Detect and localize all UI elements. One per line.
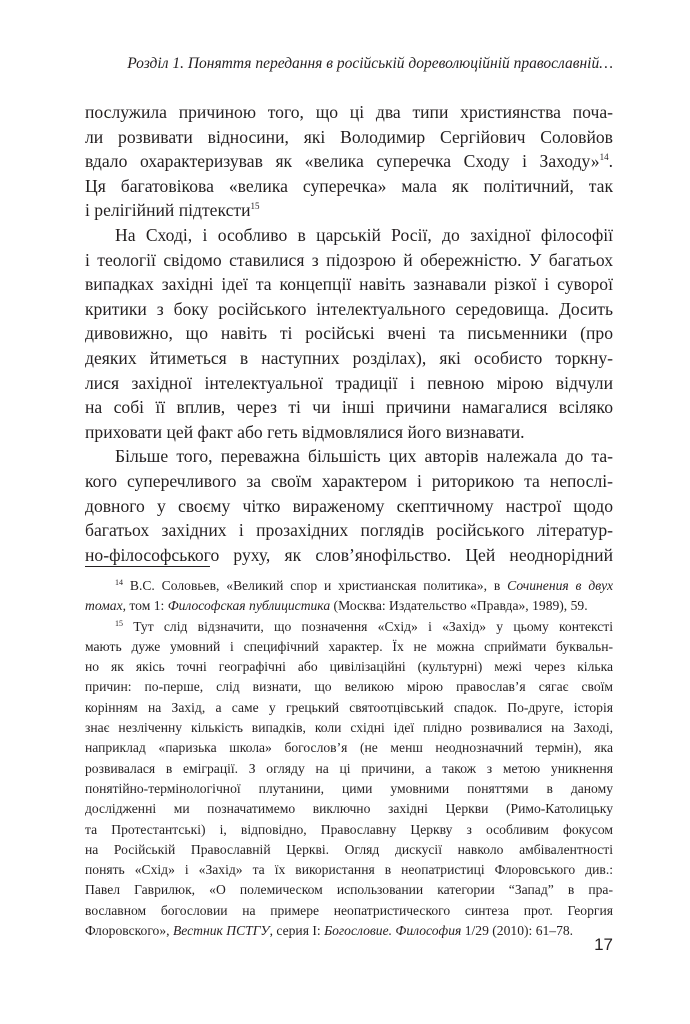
- footnote-15-line: дослідженні ми позначатимемо виключно західні Церкви (Римо-Католицьку: [85, 801, 613, 817]
- footnote-15-line: [85, 617, 613, 637]
- footnote-14-line: [85, 596, 613, 616]
- paragraph-start: На Сході, і особливо в царській Росії, до західної філософії: [115, 224, 613, 245]
- footnote-15-line: знає незліченну кількість випадків, коли східні ідеї плідно розвивалися на Заході,: [85, 720, 613, 736]
- footnote-text: 1/29 (2010): 61–78.: [461, 923, 574, 939]
- text-line: но-філософського руху, як слов’янофільство. Цей неоднорідний: [85, 544, 613, 565]
- main-text: [85, 100, 613, 567]
- text-line: на собі її вплив, через ті чи інші причини намагалися всіляко: [85, 397, 613, 418]
- text-line: деяких йтиметься в наступних розділах), які особисто торкну-: [85, 347, 613, 368]
- footnote-separator: [85, 566, 210, 567]
- footnote-text: , серия I:: [269, 923, 325, 939]
- footnote-15-line: розвивалася в еміграції. З огляду на ці причини, а також з метою уникнення: [85, 760, 613, 776]
- text-line: Ця багатовікова «велика суперечка» мала як політичний, так: [85, 175, 613, 196]
- footnote-italic: томах: [85, 598, 123, 614]
- footnote-ref-15[interactable]: 15: [250, 201, 260, 212]
- footnote-15-line: вославном богословии на примере неопатристического синтеза прот. Георгия: [85, 902, 613, 918]
- footnote-italic: Философская публицистика: [167, 598, 331, 614]
- footnote-15-line: понять «Схід» і «Захід» та їх використання в неопатристиці Флоровського див.:: [85, 862, 613, 878]
- footnote-15-line: причин: по-перше, слід визнати, що великою мірою православ’я сягає своїм: [85, 679, 613, 695]
- footnote-15-line: та Протестантські) і, відповідно, Православну Церкву з особливим фокусом: [85, 821, 613, 837]
- text-line: ли розвивати відносини, які Володимир Сергійович Соловйов: [85, 126, 613, 147]
- text-line: багатьох західних і прозахідних поглядів російського літератур-: [85, 520, 613, 541]
- text-fragment: вдало охарактеризував як «велика суперечка Сходу і Заходу»: [85, 151, 600, 172]
- footnote-number-15: 15: [115, 618, 123, 628]
- footnote-text: (Москва: Издательство «Правда», 1989), 59.: [330, 598, 588, 614]
- text-line: дивовижно, що навіть ті російські вчені та письменники (про: [85, 323, 613, 344]
- text-line: кого суперечливого за своїм характером і риторикою та непослі-: [85, 470, 613, 491]
- text-line: [85, 198, 613, 223]
- footnote-15-line: Павел Гаврилюк, «О полемическом использовании категории “Запад” в пра-: [85, 882, 613, 898]
- footnote-italic: Сочинения в двух: [507, 578, 613, 593]
- footnote-15-line: на Російській Православній Церкві. Огляд дискусії навколо амбівалентності: [85, 841, 613, 857]
- footnote-text: В.С. Соловьев, «Великий спор и христианская политика», в: [129, 578, 508, 593]
- text-line: лися західної інтелектуальної традиції і певною мірою відчули: [85, 372, 613, 393]
- text-line: критики з боку російського інтелектуального середовища. Досить: [85, 298, 613, 319]
- text-line: довного у своєму чітко вираженому скептичному настрої щодо: [85, 495, 613, 516]
- paragraph-start: Більше того, переважна більшість цих авторів належала до та-: [115, 446, 613, 467]
- text-line: і теології свідомо ставилися з підозрою й обережністю. У багатьох: [85, 249, 613, 270]
- footnote-15-line: корінням на Захід, а саме у грецький святоотцівський спадок. По-друге, історія: [85, 699, 613, 715]
- footnote-italic: Богословие. Философия: [324, 923, 462, 939]
- text-line: приховати цей факт або геть відмовлялися його визнавати.: [85, 421, 525, 442]
- footnote-15-line: наприклад «паризька школа» богослов’я (не менш неоднозначний термін), яка: [85, 740, 613, 756]
- text-fragment: .: [608, 151, 613, 172]
- footnote-15-line: понятійно-термінологічної плутанини, цими умовними поняттями в даному: [85, 780, 613, 796]
- text-line: випадках західні ідеї та концепції навіть зазнавали різкої і суворої: [85, 274, 613, 295]
- footnote-ref-14[interactable]: 14: [599, 152, 609, 163]
- text-line: послужила причиною того, що ці два типи християнства поча-: [85, 102, 613, 122]
- footnote-number-14: 14: [115, 578, 123, 587]
- footnote-text: Флоровского»,: [85, 923, 173, 939]
- footnote-14-line: [85, 576, 613, 596]
- footnote-15-line: но як якісь точні географічні або цивілізаційні (культурні) межі через кілька: [85, 659, 613, 675]
- page-number: 17: [594, 935, 613, 954]
- running-header: Розділ 1. Поняття передання в російській дореволюційній православній…: [127, 55, 613, 72]
- footnote-text: , том 1:: [122, 598, 168, 614]
- footnote-15-line: мають дуже умовний і специфічний характер. Їх не можна сприймати буквальн-: [85, 638, 613, 654]
- footnotes: [85, 576, 613, 941]
- footnote-text: Тут слід відзначити, що позначення «Схід» і «Захід» у цьому контексті: [133, 618, 613, 634]
- text-line: [85, 149, 613, 174]
- footnote-italic: Вестник ПСТГУ: [172, 923, 270, 939]
- text-fragment: і релігійний підтексти: [85, 200, 251, 221]
